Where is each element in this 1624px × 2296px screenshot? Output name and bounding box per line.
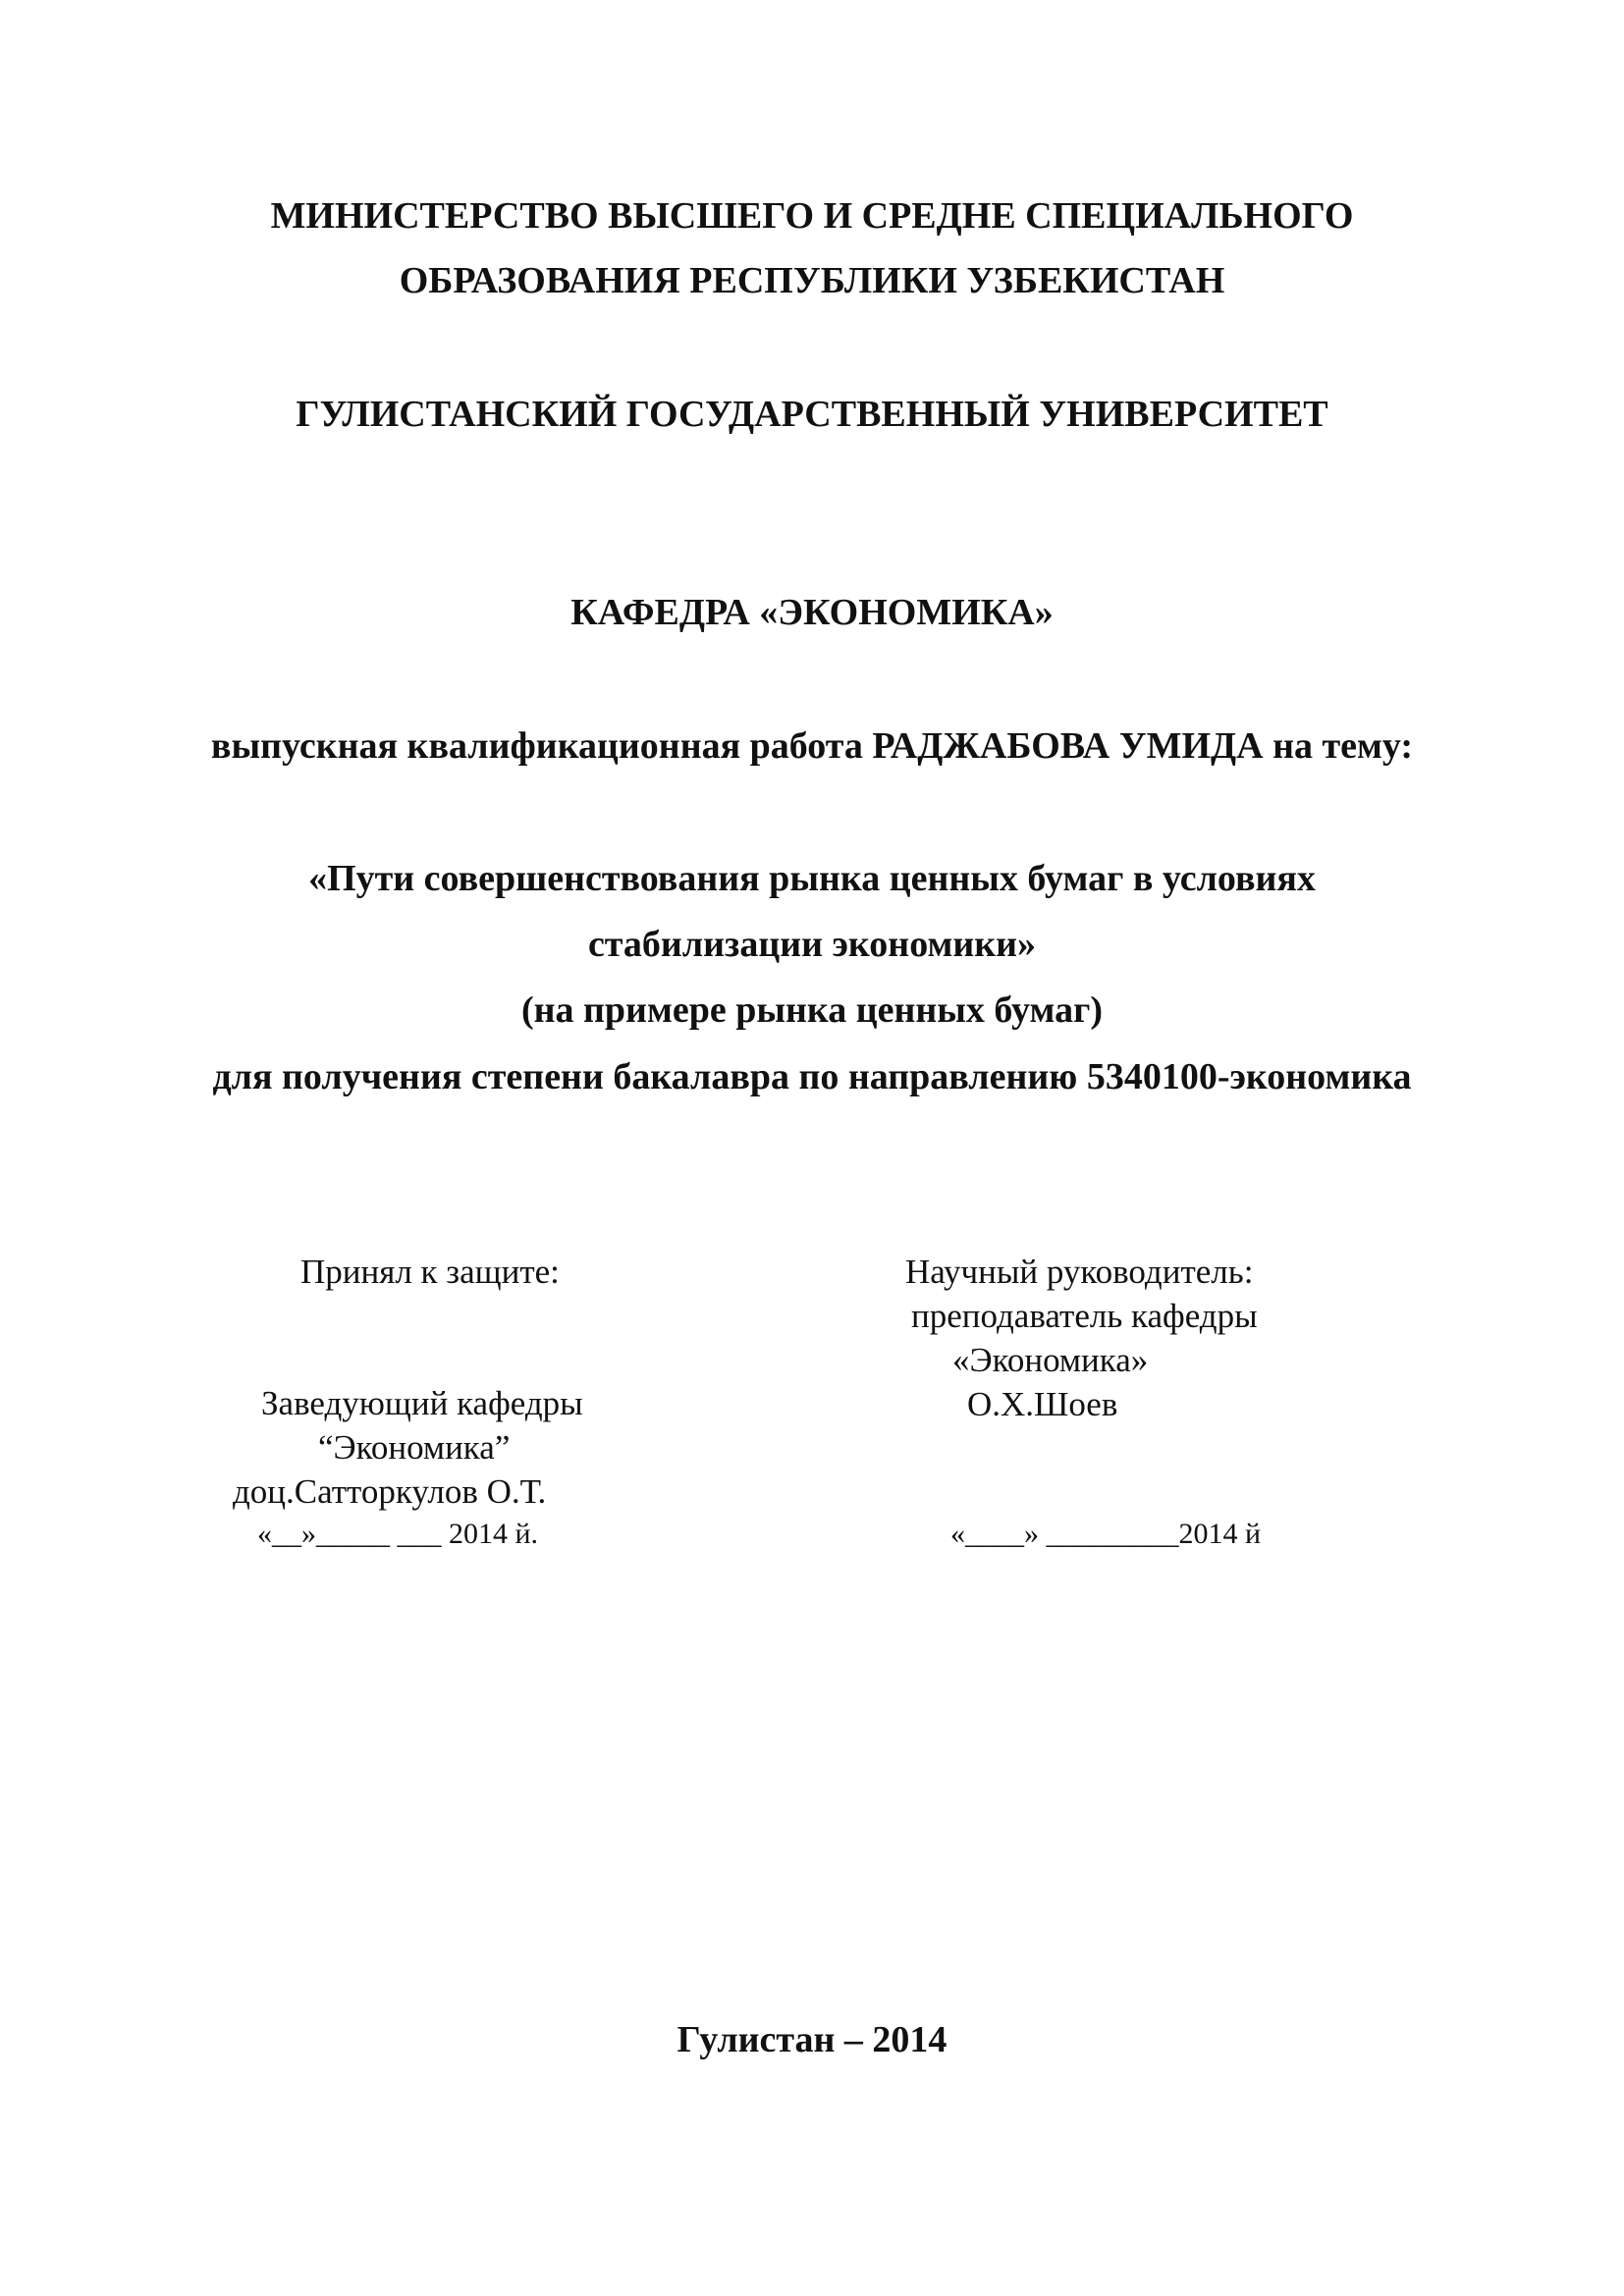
thesis-title-line-2: стабилизации экономики» (587, 924, 1037, 965)
supervisor-dept: «Экономика» (952, 1341, 1149, 1379)
ministry-line-2: ОБРАЗОВАНИЯ РЕСПУБЛИКИ УЗБЕКИСТАН (399, 260, 1225, 301)
head-of-department-title: Заведующий кафедры (261, 1384, 583, 1422)
head-of-department-name: доц.Сатторкулов О.Т. (233, 1472, 547, 1511)
supervisor-name: О.Х.Шоев (967, 1385, 1118, 1423)
supervisor-position: преподаватель кафедры (911, 1297, 1258, 1335)
thesis-subtitle: (на примере рынка ценных бумаг) (520, 989, 1104, 1031)
university-name: ГУЛИСТАНСКИЙ ГОСУДАРСТВЕННЫЙ УНИВЕРСИТЕТ (296, 394, 1328, 435)
right-date-line: «____» _________2014 й (950, 1518, 1262, 1550)
thesis-intro: выпускная квалификационная работа РАДЖАБОВА УМИДА на тему: (210, 725, 1414, 767)
supervisor-label: Научный руководитель: (905, 1253, 1254, 1291)
thesis-title-line-1: «Пути совершенствования рынка ценных бумаг в условиях (308, 858, 1316, 899)
left-date-line: «__»_____ ___ 2014 й. (257, 1518, 539, 1550)
department-name: КАФЕДРА «ЭКОНОМИКА» (570, 592, 1054, 633)
head-of-department-dept: “Экономика” (318, 1428, 511, 1467)
place-and-year: Гулистан – 2014 (677, 2019, 947, 2060)
accepted-for-defense: Принял к защите: (300, 1253, 560, 1291)
ministry-line-1: МИНИСТЕРСТВО ВЫСШЕГО И СРЕДНЕ СПЕЦИАЛЬНОГО (270, 195, 1354, 237)
degree-line: для получения степени бакалавра по направлению 5340100-экономика (212, 1056, 1412, 1097)
